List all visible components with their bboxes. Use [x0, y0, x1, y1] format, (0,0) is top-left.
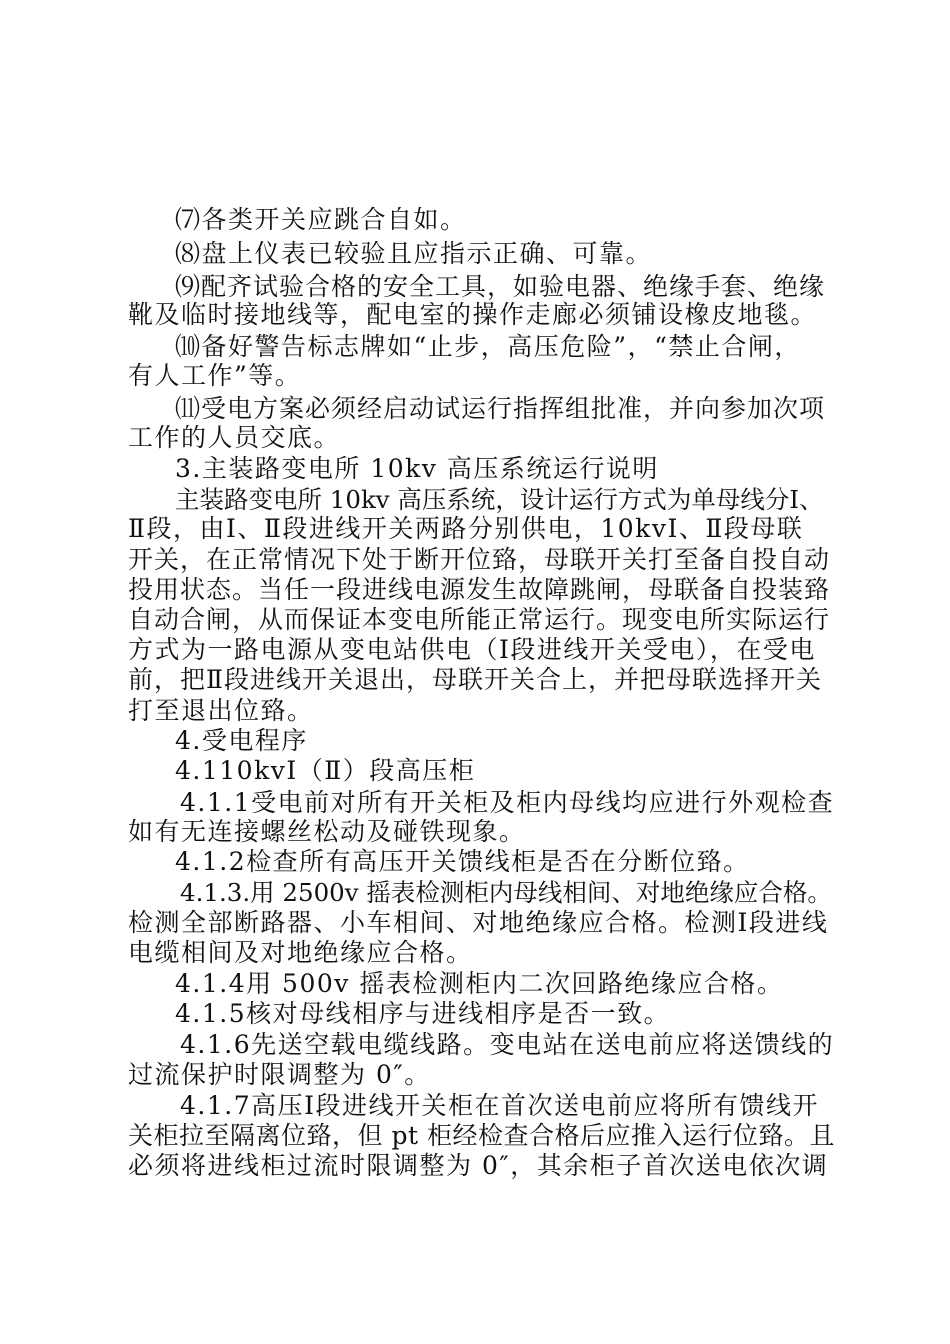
section-heading: 3.主装路变电所 10kv 高压系统运行说明 — [175, 454, 659, 483]
section-heading: 4.受电程序 — [175, 726, 308, 755]
paragraph-line: ⑻盘上仪表已较验且应指示正确、可靠。 — [175, 239, 653, 268]
paragraph-line: 自动合闸，从而保证本变电所能正常运行。现变电所实际运行 — [128, 605, 831, 634]
paragraph-line: 检测全部断路器、小车相间、对地绝缘应合格。检测Ⅰ段进线 — [128, 908, 829, 937]
paragraph-line: 关柜拉至隔离位臵，但 pt 柜经检查合格后应推入运行位臵。且 — [128, 1121, 835, 1150]
paragraph-line: 4.1.3.用 2500v 摇表检测柜内母线相间、对地绝缘应合格。 — [180, 878, 832, 907]
paragraph-line: 4.1.7高压Ⅰ段进线开关柜在首次送电前应将所有馈线开 — [180, 1091, 819, 1120]
paragraph-line: 前，把Ⅱ段进线开关退出，母联开关合上，并把母联选择开关 — [128, 665, 822, 694]
paragraph-line: 打至退出位臵。 — [128, 696, 314, 725]
paragraph-line: 过流保护时限调整为 0″。 — [128, 1060, 431, 1089]
paragraph-line: 靴及临时接地线等，配电室的操作走廊必须铺设橡皮地毯。 — [128, 300, 818, 329]
paragraph-line: 4.1.4用 500v 摇表检测柜内二次回路绝缘应合格。 — [175, 969, 784, 998]
paragraph-line: 4.1.2检查所有高压开关馈线柜是否在分断位臵。 — [175, 847, 750, 876]
paragraph-line: 有人工作”等。 — [128, 361, 302, 390]
paragraph-line: 电缆相间及对地绝缘应合格。 — [128, 938, 473, 967]
paragraph-line: 必须将进线柜过流时限调整为 0″，其余柜子首次送电依次调 — [128, 1151, 829, 1180]
paragraph-line: Ⅱ段，由Ⅰ、Ⅱ段进线开关两路分别供电，10kvⅠ、Ⅱ段母联 — [128, 514, 804, 543]
paragraph-line: ⑾受电方案必须经启动试运行指挥组批准，并向参加次项 — [175, 394, 826, 423]
paragraph-line: 投用状态。当任一段进线电源发生故障跳闸，母联备自投装臵 — [128, 575, 831, 604]
paragraph-line: 4.1.6先送空载电缆线路。变电站在送电前应将送馈线的 — [180, 1030, 835, 1059]
paragraph-line: 开关，在正常情况下处于断开位臵，母联开关打至备自投自动 — [128, 545, 831, 574]
paragraph-line: 如有无连接螺丝松动及碰铁现象。 — [128, 817, 526, 846]
paragraph-line: ⑽备好警告标志牌如“止步，高压危险”，“禁止合闸， — [175, 332, 801, 361]
paragraph-line: 4.1.1受电前对所有开关柜及柜内母线均应进行外观检查 — [180, 788, 835, 817]
paragraph-line: ⑼配齐试验合格的安全工具，如验电器、绝缘手套、绝缘 — [175, 272, 826, 301]
paragraph-line: 工作的人员交底。 — [128, 423, 341, 452]
section-heading: 4.110kvⅠ（Ⅱ）段高压柜 — [175, 756, 476, 785]
paragraph-line: 4.1.5核对母线相序与进线相序是否一致。 — [175, 999, 671, 1028]
paragraph-line: 方式为一路电源从变电站供电（Ⅰ段进线开关受电），在受电 — [128, 635, 816, 664]
paragraph-line: ⑺各类开关应跳合自如。 — [175, 205, 467, 234]
paragraph-line: 主装路变电所 10kv 高压系统，设计运行方式为单母线分Ⅰ、 — [175, 485, 824, 514]
